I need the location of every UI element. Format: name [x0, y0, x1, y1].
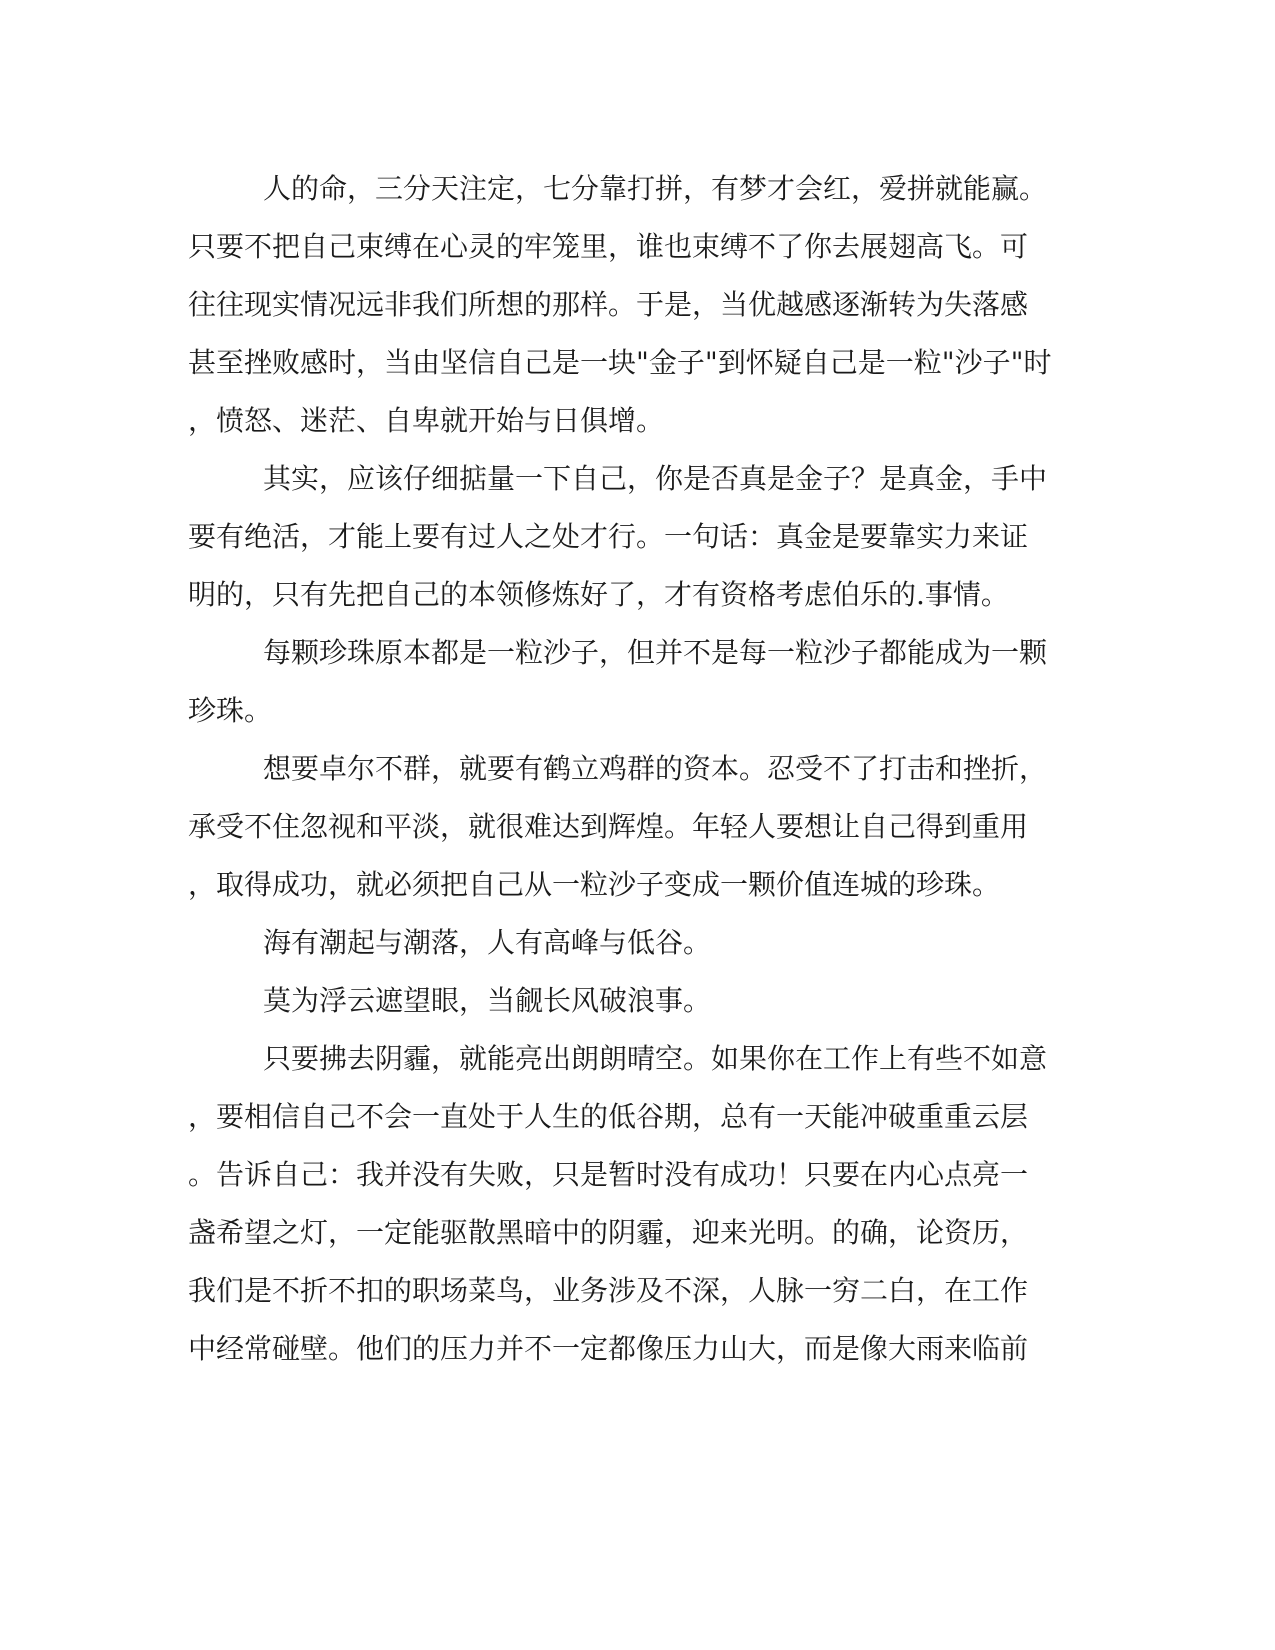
paragraph-line: 其实，应该仔细掂量一下自己，你是否真是金子？是真金，手中 [263, 462, 1048, 495]
paragraph-line: 明的，只有先把自己的本领修炼好了，才有资格考虑伯乐的.事情。 [188, 578, 1009, 611]
paragraph-line: 人的命，三分天注定，七分靠打拼，有梦才会红，爱拼就能赢。 [263, 172, 1048, 205]
paragraph-line: ，取得成功，就必须把自己从一粒沙子变成一颗价值连城的珍珠。 [188, 868, 1001, 901]
paragraph-line: 只要拂去阴霾，就能亮出朗朗晴空。如果你在工作上有些不如意 [263, 1042, 1048, 1075]
paragraph-line: 只要不把自己束缚在心灵的牢笼里，谁也束缚不了你去展翅高飞。可 [188, 230, 1029, 263]
body-text [188, 160, 1088, 1378]
paragraph-line: 甚至挫败感时，当由坚信自己是一块"金子"到怀疑自己是一粒"沙子"时 [188, 346, 1052, 379]
paragraph-line: 中经常碰壁。他们的压力并不一定都像压力山大，而是像大雨来临前 [188, 1332, 1029, 1365]
paragraph-line: 承受不住忽视和平淡，就很难达到辉煌。年轻人要想让自己得到重用 [188, 810, 1029, 843]
paragraph-line: 莫为浮云遮望眼，当觎长风破浪事。 [263, 984, 712, 1017]
paragraph-line: 往往现实情况远非我们所想的那样。于是，当优越感逐渐转为失落感 [188, 288, 1029, 321]
paragraph-line: 要有绝活，才能上要有过人之处才行。一句话：真金是要靠实力来证 [188, 520, 1029, 553]
paragraph-line: 珍珠。 [188, 694, 273, 727]
paragraph-line: 想要卓尔不群，就要有鹤立鸡群的资本。忍受不了打击和挫折， [263, 752, 1048, 785]
paragraph-line: ，要相信自己不会一直处于人生的低谷期，总有一天能冲破重重云层 [188, 1100, 1029, 1133]
paragraph-line: 盏希望之灯，一定能驱散黑暗中的阴霾，迎来光明。的确，论资历， [188, 1216, 1029, 1249]
paragraph-line: 每颗珍珠原本都是一粒沙子，但并不是每一粒沙子都能成为一颗 [263, 636, 1048, 669]
paragraph-line: 我们是不折不扣的职场菜鸟，业务涉及不深，人脉一穷二白，在工作 [188, 1274, 1029, 1307]
paragraph-line: 。告诉自己：我并没有失败，只是暂时没有成功！只要在内心点亮一 [188, 1158, 1029, 1191]
paragraph-line: 海有潮起与潮落，人有高峰与低谷。 [263, 926, 712, 959]
paragraph-line: ，愤怒、迷茫、自卑就开始与日俱增。 [188, 404, 665, 437]
